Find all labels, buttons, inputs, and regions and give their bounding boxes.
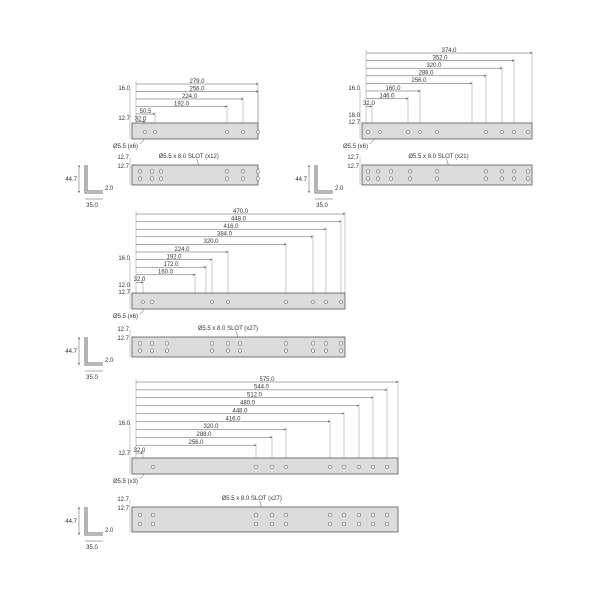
dimension-50-5: 50.5 [139,108,152,115]
front-view-bar [132,337,345,357]
dimension-224-0: 224.0 [181,93,198,100]
dimension-arrow [343,213,345,215]
slot-hole [408,170,411,174]
slot-hole [366,177,369,181]
dimension-left-top: 16.0 [118,421,130,427]
slot-hole [256,170,259,174]
dimension-arrow [225,106,227,108]
dimension-arrow [385,389,387,391]
front-view-bar [132,507,398,532]
mounting-hole [256,130,259,133]
dimension-front-top: 12.7 [347,155,359,161]
dimension-279-0: 279.0 [189,78,205,85]
slot-hole [284,513,287,517]
slot-hole [238,342,241,346]
angle-profile [315,165,333,193]
slot-hole [512,170,515,174]
dimension-arrow [256,91,258,93]
dimension-arrow [357,405,359,407]
dimension-288-0: 288.0 [196,432,212,439]
dimension-544-0: 544.0 [253,384,270,391]
dimension-angle-width: 35.0 [316,203,328,209]
mounting-hole [141,300,144,303]
slot-hole [284,522,287,526]
slot-hole [328,513,331,517]
dimension-arrow [78,337,80,339]
mounting-hole [378,130,381,133]
dimension-arrow [254,444,256,446]
dimension-arrow [308,191,310,193]
dimension-arrow [270,436,272,438]
dimension-416-0: 416.0 [225,416,241,423]
mounting-hole [339,300,342,303]
slot-hole [342,522,345,526]
slot-hole [150,170,153,174]
dimension-480-0: 480.0 [239,400,256,407]
mounting-hole [254,465,257,468]
dimension-288-0: 288.0 [418,70,434,77]
dimension-front-top: 12.7 [117,327,129,333]
angle-profile [85,165,103,193]
dimension-left-top: 16.0 [118,256,130,262]
slot-hole [210,342,213,346]
slot-hole [159,177,162,181]
slot-hole [210,349,213,353]
dimension-32-0: 32.0 [133,447,146,454]
dimension-352-0: 352.0 [432,55,448,62]
slot-hole [151,522,154,526]
slot-hole [389,177,392,181]
slot-hole [371,522,374,526]
dimension-32-0: 32.0 [134,116,147,123]
hole-callout: Ø5.5 (x6) [342,144,368,150]
slot-hole [150,177,153,181]
dimension-172-0: 172.0 [163,262,179,268]
slot-hole [526,170,529,174]
dimension-arrow [484,75,486,77]
mounting-hole [324,300,327,303]
slot-hole [284,342,287,346]
slot-hole [270,522,273,526]
slot-hole [484,170,487,174]
slot-hole [366,170,369,174]
dimension-224-0: 224.0 [174,246,190,253]
slot-hole [342,513,345,517]
dimension-32-0: 32.0 [133,277,146,284]
mounting-hole [311,300,314,303]
dimension-front-mid: 12.7 [117,336,129,342]
dimension-256-0: 256.0 [189,86,205,93]
dimension-arrow [470,82,472,84]
slot-hole [138,342,141,346]
dimension-arrow [339,221,341,223]
mounting-hole [512,130,515,133]
slot-hole [435,170,438,174]
dimension-416-0: 416.0 [223,224,239,230]
slot-hole [311,349,314,353]
dimension-arrow [78,165,80,167]
dimension-320-0: 320.0 [203,424,219,431]
dimension-160-0: 160.0 [157,269,174,276]
slot-hole [256,177,259,181]
slot-hole [241,177,244,181]
slot-hole [165,349,168,353]
dimension-320-0: 320.0 [426,63,442,69]
mounting-hole [371,465,374,468]
slot-hole [311,342,314,346]
slot-hole [484,177,487,181]
dimension-arrow [241,98,243,100]
dimension-192-0: 192.0 [173,101,190,108]
dimension-arrow [418,90,420,92]
mounting-hole [418,130,421,133]
front-view-bar [132,165,258,185]
mounting-hole [270,465,273,468]
slot-hole [138,513,141,517]
hole-callout: Ø5.5 (x3) [112,479,138,485]
top-view-bar [132,123,258,139]
slot-hole [371,513,374,517]
slot-hole [270,513,273,517]
dimension-angle-width: 35.0 [86,545,98,551]
slot-hole [226,349,229,353]
mounting-hole [385,465,388,468]
slot-hole [159,170,162,174]
dimension-arrow [530,52,532,54]
dimension-arrow [210,259,212,261]
dimension-arrow [371,397,373,399]
dimension-32-0: 32.0 [363,101,375,107]
slot-hole [357,522,360,526]
slot-callout: Ø5.5 x 8.0 SLOT (x27) [197,326,258,332]
dimension-160-0: 160.0 [385,85,401,92]
dimension-left-mid: 12.7 [118,451,130,457]
slot-hole [357,513,360,517]
dimension-arrow [78,533,80,535]
slot-hole [138,170,141,174]
slot-hole [526,177,529,181]
dimension-146-0: 146.0 [379,93,395,100]
dimension-arrow [324,228,326,230]
dimension-angle-height: 44.7 [65,177,77,183]
dimension-angle-width: 35.0 [86,375,98,381]
slot-hole [324,342,327,346]
mounting-hole [484,130,487,133]
mounting-hole [150,300,153,303]
dimension-angle-height: 44.7 [65,519,77,525]
mounting-hole [284,465,287,468]
dimension-arrow [512,60,514,62]
slot-hole [339,349,342,353]
mounting-hole [284,300,287,303]
dimension-arrow [342,413,344,415]
mounting-hole [210,300,213,303]
mounting-hole [151,465,154,468]
mounting-hole [500,130,503,133]
slot-hole [389,170,392,174]
dimension-256-0: 256.0 [188,440,204,446]
dimension-left-mid: 12.7 [348,120,360,126]
dimension-left-top: 16.0 [348,86,360,92]
dimension-arrow [328,421,330,423]
dimension-angle-height: 44.7 [295,177,307,183]
slot-hole [225,170,228,174]
top-view-bar [362,123,532,139]
slot-callout: Ø5.5 x 8.0 SLOT (x12) [158,154,219,160]
dimension-192-0: 192.0 [166,254,182,261]
dimension-arrow [256,83,258,85]
slot-hole [138,349,141,353]
mounting-hole [357,465,360,468]
dimension-arrow [308,165,310,167]
dimension-front-mid: 12.7 [347,164,359,170]
slot-hole [254,522,257,526]
mounting-hole [241,130,244,133]
slot-hole [408,177,411,181]
slot-hole [238,349,241,353]
slot-hole [376,170,379,174]
dimension-320-0: 320.0 [203,239,219,246]
dimension-575-0: 575.0 [259,376,275,383]
dimension-arrow [78,363,80,365]
dimension-arrow [226,251,228,253]
slot-hole [150,342,153,346]
dimension-front-mid: 12.7 [117,506,129,512]
slot-hole [500,170,503,174]
slot-hole [284,349,287,353]
dimension-384-0: 384.0 [216,231,233,238]
mounting-hole [225,130,228,133]
mounting-hole [435,130,438,133]
slot-hole [241,170,244,174]
dimension-arrow [284,428,286,430]
dimension-448-0: 448.0 [230,216,247,223]
mounting-hole [526,130,529,133]
dimension-front-top: 12.7 [117,497,129,503]
slot-hole [339,342,342,346]
angle-profile [85,337,103,365]
dimension-left-mid: 12.7 [118,116,130,122]
dimension-arrow [78,507,80,509]
dimension-left-top: 16.0 [118,86,130,92]
slot-hole [328,522,331,526]
slot-hole [512,177,515,181]
slot-hole [226,342,229,346]
slot-hole [138,522,141,526]
dimension-left-top2: 18.0 [348,113,360,119]
slot-callout: Ø5.5 x 8.0 SLOT (x27) [221,496,282,502]
dimension-left-mid: 12.7 [118,290,130,296]
slot-hole [138,177,141,181]
slot-hole [151,513,154,517]
dimension-256-0: 256.0 [411,78,427,85]
dimension-arrow [204,266,206,268]
dimension-angle-thickness: 2.0 [105,358,114,364]
slot-hole [225,177,228,181]
dimension-arrow [311,236,313,238]
dimension-front-top: 12.7 [117,155,129,161]
mounting-hole [143,130,146,133]
dimension-angle-thickness: 2.0 [335,186,344,192]
dimension-512-0: 512.0 [246,392,263,399]
dimension-arrow [153,113,155,115]
slot-hole [385,513,388,517]
mounting-hole [153,130,156,133]
slot-hole [500,177,503,181]
dimension-angle-height: 44.7 [65,349,77,355]
dimension-arrow [78,191,80,193]
angle-profile [85,507,103,535]
slot-hole [376,177,379,181]
mounting-hole [406,130,409,133]
dimension-front-mid: 12.7 [117,164,129,170]
mounting-hole [342,465,345,468]
dimension-arrow [406,98,408,100]
slot-hole [165,342,168,346]
dimension-448-0: 448.0 [232,408,248,415]
dimension-374-0: 374.0 [441,47,457,54]
dimension-angle-thickness: 2.0 [105,528,114,534]
dimension-angle-thickness: 2.0 [105,186,114,192]
dimension-470-0: 470.0 [232,208,249,215]
dimension-arrow [284,243,286,245]
mounting-hole [366,130,369,133]
mounting-hole [328,465,331,468]
slot-hole [150,349,153,353]
dimension-angle-width: 35.0 [86,203,98,209]
dimension-arrow [193,274,195,276]
slot-callout: Ø5.5 x 8.0 SLOT (x21) [408,154,469,160]
hole-callout: Ø5.5 (x6) [112,314,138,320]
slot-hole [254,513,257,517]
mounting-hole [226,300,229,303]
slot-hole [435,177,438,181]
dimension-left-top2: 12.0 [118,283,130,289]
hole-callout: Ø5.5 (x6) [112,144,138,150]
dimension-arrow [396,381,398,383]
slot-hole [385,522,388,526]
slot-hole [324,349,327,353]
dimension-arrow [500,67,502,69]
front-view-bar [362,165,532,185]
